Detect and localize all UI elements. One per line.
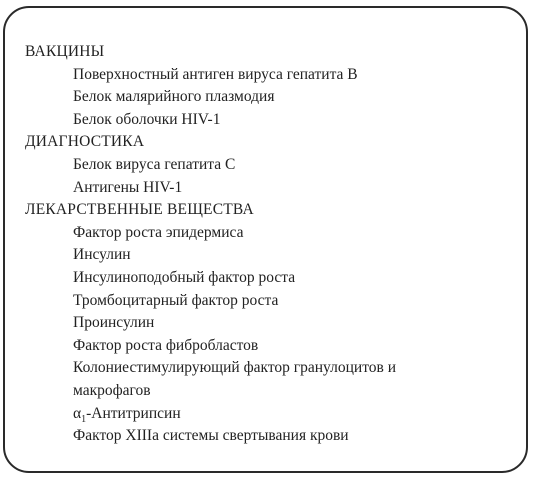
list-item: Белок оболочки HIV-1 <box>73 110 221 128</box>
list-item: Колониестимулирующий фактор гранулоцитов и <box>73 359 397 377</box>
list-item: Белок малярийного плазмодия <box>73 88 275 106</box>
section-heading-drugs: ЛЕКАРСТВЕННЫЕ ВЕЩЕСТВА <box>25 201 254 219</box>
list-item: Тромбоцитарный фактор роста <box>73 291 279 309</box>
section-heading-vaccines: ВАКЦИНЫ <box>25 43 105 60</box>
list-item-label: -Антитрипсин <box>86 404 181 422</box>
list-item: Инсулин <box>73 246 131 264</box>
rounded-box <box>3 6 528 473</box>
list-item-alpha1-antitrypsin <box>25 403 396 426</box>
alpha-subscript: 1 <box>81 413 87 425</box>
list-item: Белок вируса гепатита С <box>73 155 236 173</box>
list-item: Поверхностный антиген вируса гепатита В <box>73 65 358 83</box>
list-item: Антигены HIV-1 <box>73 178 183 196</box>
list-item: Фактор роста эпидермиса <box>73 223 244 241</box>
list-item: Фактор XIIIa системы свертывания крови <box>73 427 349 445</box>
list-item: Инсулиноподобный фактор роста <box>73 268 296 286</box>
section-heading-diagnostics: ДИАГНОСТИКА <box>25 133 145 151</box>
list-item: Фактор роста фибробластов <box>73 336 259 354</box>
list-item: Проинсулин <box>73 314 155 332</box>
alpha-symbol: α <box>73 404 82 422</box>
list-item-continuation: макрофагов <box>73 381 151 399</box>
product-list <box>25 41 396 448</box>
